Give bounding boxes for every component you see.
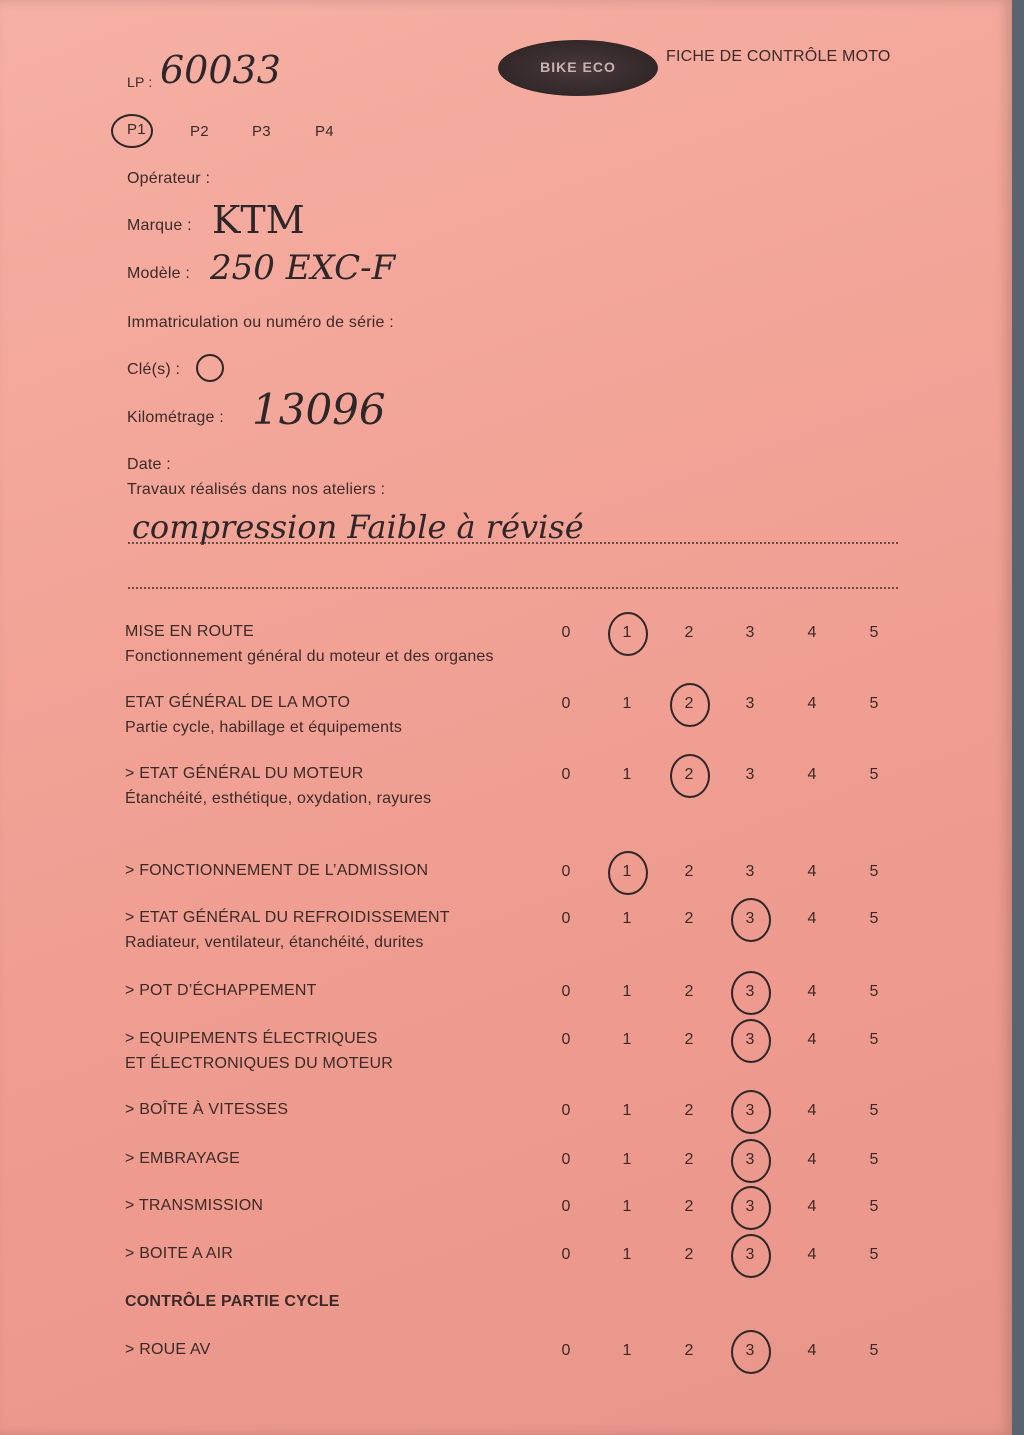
score-option[interactable]: 4 xyxy=(807,910,817,927)
score-option[interactable]: 1 xyxy=(622,1151,632,1168)
score-option[interactable]: 4 xyxy=(807,1246,817,1263)
score-option[interactable]: 2 xyxy=(684,863,694,880)
score-option[interactable]: 3 xyxy=(745,1246,755,1263)
selected-score-circle xyxy=(731,898,771,942)
criterion-title: > ROUE AV xyxy=(125,1341,211,1358)
score-option[interactable]: 1 xyxy=(622,910,632,927)
score-option[interactable]: 5 xyxy=(869,910,879,927)
score-option[interactable]: 5 xyxy=(869,1151,879,1168)
score-option[interactable]: 0 xyxy=(561,624,571,641)
criterion-title: > ETAT GÉNÉRAL DU REFROIDISSEMENT xyxy=(125,909,450,926)
score-option[interactable]: 0 xyxy=(561,766,571,783)
score-option[interactable]: 2 xyxy=(684,1102,694,1119)
criterion-subtitle: Partie cycle, habillage et équipements xyxy=(125,719,403,736)
km-value: 13096 xyxy=(252,385,386,434)
score-option[interactable]: 0 xyxy=(561,1151,571,1168)
score-option[interactable]: 3 xyxy=(745,766,755,783)
score-option[interactable]: 3 xyxy=(745,983,755,1000)
criterion-title: > EQUIPEMENTS ÉLECTRIQUES xyxy=(125,1030,378,1047)
selected-score-circle xyxy=(731,1139,771,1183)
score-option[interactable]: 4 xyxy=(807,695,817,712)
score-option[interactable]: 3 xyxy=(745,910,755,927)
score-option[interactable]: 1 xyxy=(622,1031,632,1048)
score-option[interactable]: 1 xyxy=(622,1246,632,1263)
selected-score-circle xyxy=(608,851,648,895)
travaux-label: Travaux réalisés dans nos ateliers : xyxy=(127,481,386,498)
score-option[interactable]: 1 xyxy=(622,1198,632,1215)
selected-score-circle xyxy=(731,1330,771,1374)
modele-value: 250 EXC-F xyxy=(210,248,396,288)
criterion-title: MISE EN ROUTE xyxy=(125,623,254,640)
score-option[interactable]: 3 xyxy=(745,1102,755,1119)
score-option[interactable]: 2 xyxy=(684,624,694,641)
selected-score-circle xyxy=(608,612,648,656)
score-option[interactable]: 0 xyxy=(561,983,571,1000)
score-option[interactable]: 3 xyxy=(745,624,755,641)
criterion-title: > POT D’ÉCHAPPEMENT xyxy=(125,982,317,999)
selected-score-circle xyxy=(731,1234,771,1278)
score-option[interactable]: 3 xyxy=(745,1151,755,1168)
criterion-subtitle: Radiateur, ventilateur, étanchéité, durites xyxy=(125,934,424,951)
score-option[interactable]: 1 xyxy=(622,695,632,712)
bike-eco-logo: BIKE ECO xyxy=(498,40,658,96)
score-option[interactable]: 5 xyxy=(869,695,879,712)
travaux-value: compression Faible à révisé xyxy=(132,508,584,546)
date-label: Date : xyxy=(127,456,171,473)
score-option[interactable]: 4 xyxy=(807,1342,817,1359)
score-option[interactable]: 5 xyxy=(869,624,879,641)
lp-label: LP : xyxy=(127,74,153,90)
score-option[interactable]: 5 xyxy=(869,1342,879,1359)
operateur-label: Opérateur : xyxy=(127,170,211,187)
score-option[interactable]: 2 xyxy=(684,766,694,783)
score-option[interactable]: 2 xyxy=(684,983,694,1000)
score-option[interactable]: 2 xyxy=(684,1031,694,1048)
score-option[interactable]: 1 xyxy=(622,983,632,1000)
cles-label: Clé(s) : xyxy=(127,361,181,378)
score-option[interactable]: 3 xyxy=(745,1198,755,1215)
lp-value: 60033 xyxy=(160,48,281,92)
score-option[interactable]: 0 xyxy=(561,1031,571,1048)
score-option[interactable]: 5 xyxy=(869,1031,879,1048)
score-option[interactable]: 4 xyxy=(807,1151,817,1168)
score-option[interactable]: 2 xyxy=(684,695,694,712)
selected-score-circle xyxy=(731,1019,771,1063)
score-option[interactable]: 0 xyxy=(561,910,571,927)
score-option[interactable]: 1 xyxy=(622,1342,632,1359)
score-option[interactable]: 0 xyxy=(561,863,571,880)
score-option[interactable]: 2 xyxy=(684,1151,694,1168)
km-label: Kilométrage : xyxy=(127,409,224,426)
criterion-subtitle: Étanchéité, esthétique, oxydation, rayures xyxy=(125,790,432,807)
score-option[interactable]: 1 xyxy=(622,1102,632,1119)
score-option[interactable]: 1 xyxy=(622,624,632,641)
score-option[interactable]: 5 xyxy=(869,983,879,1000)
score-option[interactable]: 0 xyxy=(561,1342,571,1359)
score-option[interactable]: 5 xyxy=(869,1198,879,1215)
score-option[interactable]: 0 xyxy=(561,695,571,712)
score-option[interactable]: 3 xyxy=(745,1342,755,1359)
criterion-subtitle: ET ÉLECTRONIQUES DU MOTEUR xyxy=(125,1055,394,1072)
score-option[interactable]: 4 xyxy=(807,983,817,1000)
score-option[interactable]: 0 xyxy=(561,1198,571,1215)
p-option-p3[interactable]: P3 xyxy=(252,123,271,140)
travaux-line-1 xyxy=(128,542,898,544)
score-option[interactable]: 1 xyxy=(622,863,632,880)
score-option[interactable]: 3 xyxy=(745,863,755,880)
p-option-p2[interactable]: P2 xyxy=(190,123,209,140)
immat-label: Immatriculation ou numéro de série : xyxy=(127,314,394,331)
score-option[interactable]: 5 xyxy=(869,766,879,783)
criterion-title: > BOITE A AIR xyxy=(125,1245,233,1262)
score-option[interactable]: 2 xyxy=(684,1342,694,1359)
score-option[interactable]: 2 xyxy=(684,1246,694,1263)
selected-score-circle xyxy=(731,971,771,1015)
p-option-p4[interactable]: P4 xyxy=(315,123,334,140)
selected-score-circle xyxy=(731,1090,771,1134)
score-option[interactable]: 2 xyxy=(684,910,694,927)
score-option[interactable]: 4 xyxy=(807,624,817,641)
marque-value: KTM xyxy=(212,198,305,242)
score-option[interactable]: 0 xyxy=(561,1102,571,1119)
selected-score-circle xyxy=(670,683,710,727)
selected-score-circle xyxy=(731,1186,771,1230)
score-option[interactable]: 2 xyxy=(684,1198,694,1215)
score-option[interactable]: 4 xyxy=(807,1102,817,1119)
score-option[interactable]: 5 xyxy=(869,1102,879,1119)
form-title: FICHE DE CONTRÔLE MOTO xyxy=(666,48,891,65)
score-option[interactable]: 5 xyxy=(869,1246,879,1263)
criterion-title: > EMBRAYAGE xyxy=(125,1150,240,1167)
cles-value xyxy=(196,354,224,382)
criterion-title: > ETAT GÉNÉRAL DU MOTEUR xyxy=(125,765,364,782)
modele-label: Modèle : xyxy=(127,265,190,282)
score-option[interactable]: 4 xyxy=(807,863,817,880)
score-option[interactable]: 3 xyxy=(745,695,755,712)
criterion-subtitle: Fonctionnement général du moteur et des organes xyxy=(125,648,494,665)
score-option[interactable]: 5 xyxy=(869,863,879,880)
marque-label: Marque : xyxy=(127,217,192,234)
score-option[interactable]: 0 xyxy=(561,1246,571,1263)
selected-score-circle xyxy=(670,754,710,798)
score-option[interactable]: 4 xyxy=(807,1198,817,1215)
criterion-title: > FONCTIONNEMENT DE L’ADMISSION xyxy=(125,862,429,879)
score-option[interactable]: 1 xyxy=(622,766,632,783)
score-option[interactable]: 3 xyxy=(745,1031,755,1048)
criterion-title: ETAT GÉNÉRAL DE LA MOTO xyxy=(125,694,351,711)
partie-cycle-heading: CONTRÔLE PARTIE CYCLE xyxy=(125,1293,340,1310)
travaux-line-2 xyxy=(128,587,898,589)
criterion-title: > BOÎTE À VITESSES xyxy=(125,1101,289,1118)
p-option-p1[interactable]: P1 xyxy=(127,121,146,138)
criterion-title: > TRANSMISSION xyxy=(125,1197,264,1214)
score-option[interactable]: 4 xyxy=(807,1031,817,1048)
score-option[interactable]: 4 xyxy=(807,766,817,783)
